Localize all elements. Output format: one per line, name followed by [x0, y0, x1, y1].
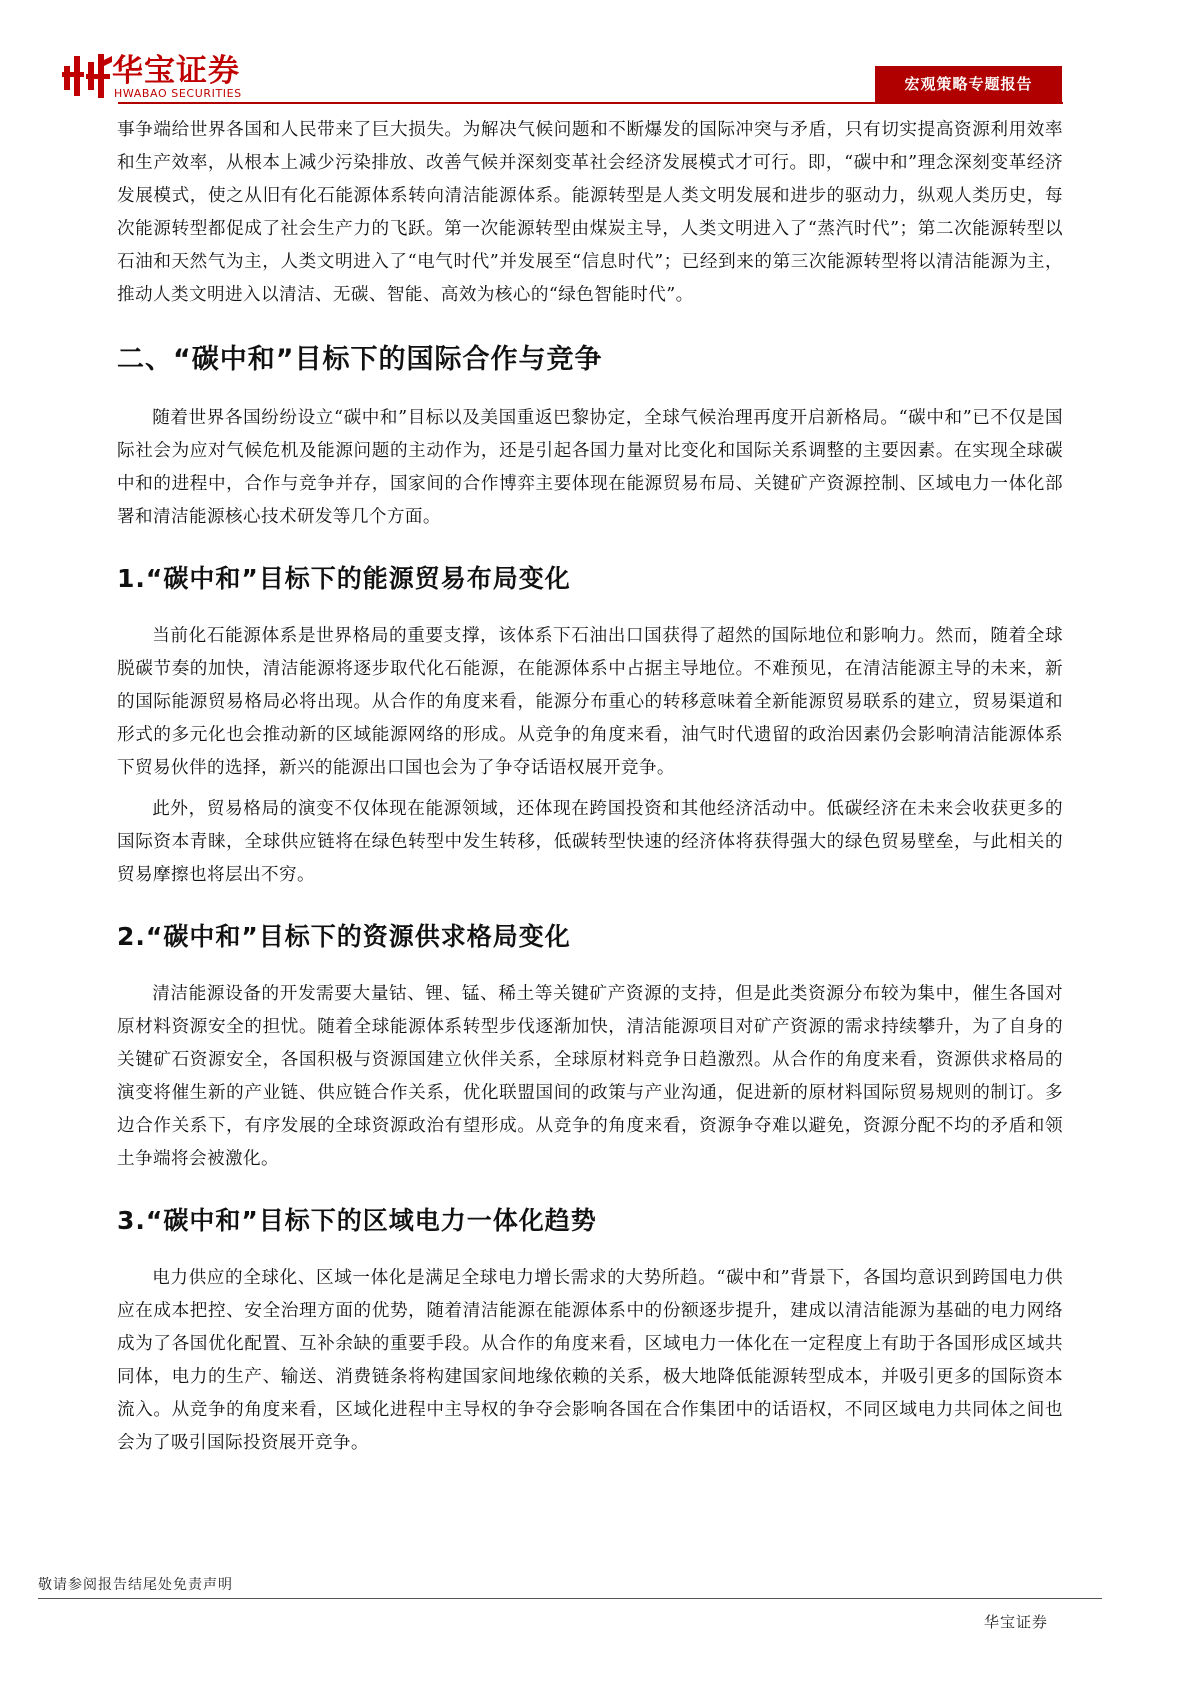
page-header [0, 0, 1191, 110]
subsection-3-heading: 3.“碳中和”目标下的区域电力一体化趋势 [117, 1206, 597, 1235]
section-2-heading: 二、“碳中和”目标下的国际合作与竞争 [117, 344, 603, 375]
header-divider [118, 102, 1063, 104]
subsection-2-heading: 2.“碳中和”目标下的资源供求格局变化 [117, 922, 571, 951]
subsection-2-paragraph: 清洁能源设备的开发需要大量钴、锂、锰、稀土等关键矿产资源的支持，但是此类资源分布较为集中，催生各国对原材料资源安全的担忧。随着全球能源体系转型步伐逐渐加快，清洁能源项目对矿产资源的需求持续攀升，为了自身的关键矿石资源安全，各国积极与资源国建立伙伴关系，全球原材料竞争日趋激烈。从合作的角度来看，资源供求格局的演变将催生新的产业链、供应链合作关系，优化联盟国间的政策与产业沟通，促进新的原材料国际贸易规则的制订。多边合作关系下，有序发展的全球资源政治有望形成。从竞争的角度来看，资源争夺难以避免，资源分配不均的矛盾和领土争端将会被激化。 [117, 984, 1063, 1169]
hwabao-logo-icon [62, 52, 114, 100]
report-type-badge: 宏观策略专题报告 [875, 66, 1062, 102]
subsection-1-heading: 1.“碳中和”目标下的能源贸易布局变化 [117, 564, 571, 593]
intro-paragraph: 事争端给世界各国和人民带来了巨大损失。为解决气候问题和不断爆发的国际冲突与矛盾，只有切实提高资源利用效率和生产效率，从根本上减少污染排放、改善气候并深刻变革社会经济发展模式才可行。即，“碳中和”理念深刻变革经济发展模式，使之从旧有化石能源体系转向清洁能源体系。能源转型是人类文明发展和进步的驱动力，纵观人类历史，每次能源转型都促成了社会生产力的飞跃。第一次能源转型由煤炭主导，人类文明进入了“蒸汽时代”；第二次能源转型以石油和天然气为主，人类文明进入了“电气时代”并发展至“信息时代”；已经到来的第三次能源转型将以清洁能源为主，推动人类文明进入以清洁、无碳、智能、高效为核心的“绿色智能时代”。 [117, 120, 1063, 305]
subsection-3-paragraph: 电力供应的全球化、区域一体化是满足全球电力增长需求的大势所趋。“碳中和”背景下，各国均意识到跨国电力供应在成本把控、安全治理方面的优势，随着清洁能源在能源体系中的份额逐步提升，建成以清洁能源为基础的电力网络成为了各国优化配置、互补余缺的重要手段。从合作的角度来看，区域电力一体化在一定程度上有助于各国形成区域共同体，电力的生产、输送、消费链条将构建国家间地缘依赖的关系，极大地降低能源转型成本，并吸引更多的国际资本流入。从竞争的角度来看，区域化进程中主导权的争夺会影响各国在合作集团中的话语权，不同区域电力共同体之间也会为了吸引国际投资展开竞争。 [117, 1268, 1063, 1453]
report-body [117, 110, 1063, 1460]
subsection-1-paragraph-1: 当前化石能源体系是世界格局的重要支撑，该体系下石油出口国获得了超然的国际地位和影响力。然而，随着全球脱碳节奏的加快，清洁能源将逐步取代化石能源，在能源体系中占据主导地位。不难预见，在清洁能源主导的未来，新的国际能源贸易格局必将出现。从合作的角度来看，能源分布重心的转移意味着全新能源贸易联系的建立，贸易渠道和形式的多元化也会推动新的区域能源网络的形成。从竞争的角度来看，油气时代遗留的政治因素仍会影响清洁能源体系下贸易伙伴的选择，新兴的能源出口国也会为了争夺话语权展开竞争。 [117, 626, 1063, 778]
subsection-1-paragraph-2: 此外，贸易格局的演变不仅体现在能源领域，还体现在跨国投资和其他经济活动中。低碳经济在未来会收获更多的国际资本青睐，全球供应链将在绿色转型中发生转移，低碳转型快速的经济体将获得强大的绿色贸易壁垒，与此相关的贸易摩擦也将层出不穷。 [117, 799, 1063, 885]
brand-name-cn: 华宝证券 [112, 53, 240, 89]
footer-disclaimer: 敬请参阅报告结尾处免责声明 [38, 1577, 233, 1593]
brand-name-en: HWABAO SECURITIES [114, 87, 242, 100]
footer-divider [38, 1598, 1102, 1599]
footer-brand: 华宝证券 [984, 1613, 1049, 1631]
section-2-paragraph: 随着世界各国纷纷设立“碳中和”目标以及美国重返巴黎协定，全球气候治理再度开启新格局。“碳中和”已不仅是国际社会为应对气候危机及能源问题的主动作为，还是引起各国力量对比变化和国际关系调整的主要因素。在实现全球碳中和的进程中，合作与竞争并存，国家间的合作博弈主要体现在能源贸易布局、关键矿产资源控制、区域电力一体化部署和清洁能源核心技术研发等几个方面。 [117, 408, 1063, 527]
